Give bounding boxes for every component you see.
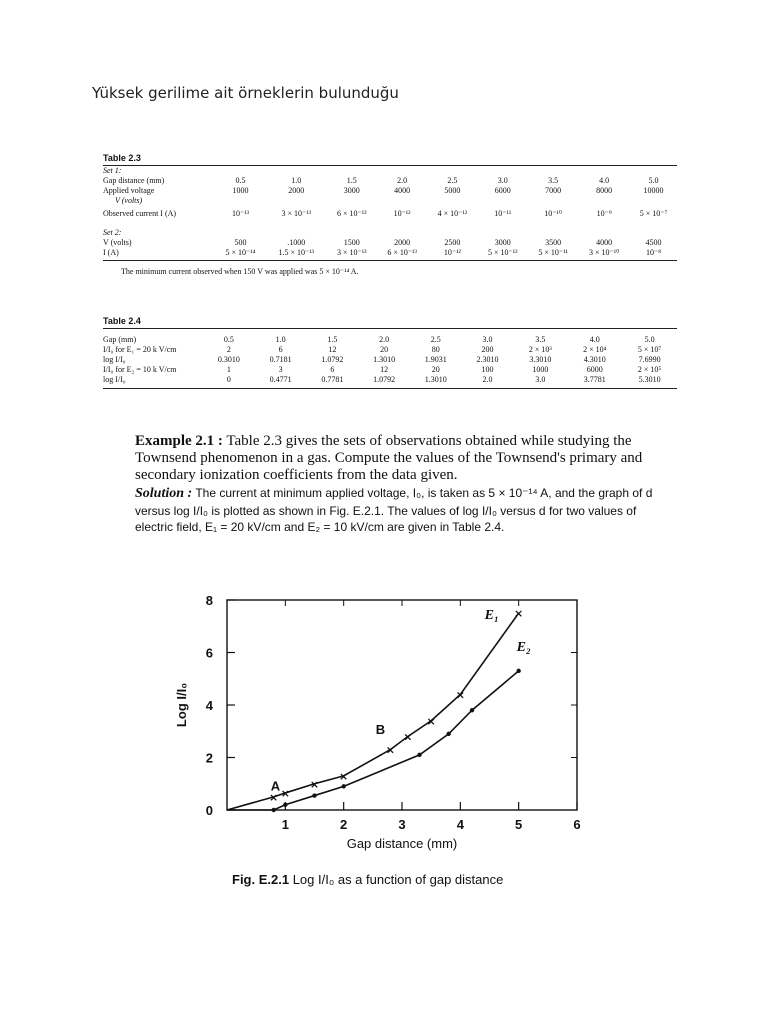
y-tick-label: 8 xyxy=(205,593,213,608)
table-cell: 5000 xyxy=(444,186,461,195)
table-title: Table 2.4 xyxy=(103,316,141,326)
data-point xyxy=(341,784,345,788)
table-cell: 1.0 xyxy=(275,335,286,344)
solution-text: The current at minimum applied voltage, I₀, is taken as 5 × 10⁻¹⁴ A, and the graph of d versus log I/I₀ is plotted as shown in Fig. E.2.1. The values of log I/I₀ versus d for two values of electric field, E₁ = 20 kV/cm and E₂ = 10 kV/cm are given in Table 2.4. xyxy=(135,486,653,534)
table-cell: 500 xyxy=(234,238,247,247)
table-cell: 5 × 10⁻¹² xyxy=(488,248,518,257)
table-cell: 1.5 xyxy=(346,176,357,185)
solution-label: Solution : xyxy=(135,486,193,501)
y-tick-label: 6 xyxy=(205,645,213,661)
table-cell: 200 xyxy=(481,345,494,354)
table-cell: 2000 xyxy=(288,186,305,195)
table-rule xyxy=(103,328,677,329)
table-cell: 1 xyxy=(226,365,231,374)
row-label: Gap distance (mm) xyxy=(103,176,165,185)
table-cell: 0.4771 xyxy=(269,375,292,384)
example-text: Table 2.3 gives the sets of observations obtained while studying the Townsend phenomenon in a gas. Compute the values of the Townsend's primary and secondary ionization coefficients from the data given. xyxy=(135,433,643,483)
table-cell: 2 × 10⁵ xyxy=(637,365,662,374)
table-cell: 12 xyxy=(380,365,389,374)
table-cell: 3 × 10⁻¹⁰ xyxy=(588,248,620,257)
table-cell: 1.3010 xyxy=(373,355,396,364)
x-tick-label: 1 xyxy=(281,817,289,832)
figure-caption xyxy=(232,872,503,887)
table-2-4-body xyxy=(103,335,677,385)
data-point: × xyxy=(280,786,290,800)
table-cell: 0.5 xyxy=(223,335,234,344)
y-axis-label: Log I/I₀ xyxy=(174,682,189,728)
table-row xyxy=(103,335,677,345)
table-row xyxy=(103,355,677,365)
table-rule xyxy=(103,260,677,261)
data-point xyxy=(271,808,275,812)
table-cell: 6 xyxy=(330,365,335,374)
data-point xyxy=(312,793,316,797)
row-label: log I/I₀ xyxy=(103,355,126,364)
table-row xyxy=(103,176,677,186)
row-label: Observed current I (A) xyxy=(103,209,177,218)
table-cell: 4.3010 xyxy=(583,355,606,364)
table-row xyxy=(103,248,677,258)
data-point: × xyxy=(339,769,349,783)
table-cell: 10⁻¹⁰ xyxy=(544,209,563,218)
table-row xyxy=(103,186,677,196)
row-label: V (volts) xyxy=(115,196,143,205)
data-point: × xyxy=(269,790,279,804)
table-cell: 2000 xyxy=(394,238,411,247)
table-cell: 3.7781 xyxy=(583,375,606,384)
table-cell: 6 × 10⁻¹³ xyxy=(336,209,367,218)
table-cell: 0.7181 xyxy=(269,355,292,364)
table-cell: 10⁻¹² xyxy=(443,248,461,257)
table-cell: 5.3010 xyxy=(638,375,661,384)
row-label: log I/I₀ xyxy=(103,375,126,384)
table-cell: 7.6990 xyxy=(638,355,661,364)
table-cell: 1000 xyxy=(532,365,549,374)
table-cell: 2 × 10⁴ xyxy=(583,345,607,354)
table-cell: 3.0 xyxy=(482,335,493,344)
table-cell: 5 × 10⁷ xyxy=(637,345,662,354)
x-tick-label: 3 xyxy=(398,817,406,832)
table-cell: 3 × 10⁻¹³ xyxy=(336,248,367,257)
point-annotation: A xyxy=(270,778,281,794)
data-point: × xyxy=(309,777,320,791)
row-label: V (volts) xyxy=(103,238,132,247)
y-tick-label: 4 xyxy=(205,698,213,713)
table-cell: 5.0 xyxy=(648,176,659,185)
table-cell: 3 xyxy=(278,365,283,374)
table-cell: 4.0 xyxy=(599,176,610,185)
table-cell: 0.5 xyxy=(235,176,246,185)
table-cell: 3.5 xyxy=(548,176,559,185)
row-label: Gap (mm) xyxy=(103,335,137,344)
row-label: Applied voltage xyxy=(103,186,155,195)
table-2-3 xyxy=(103,153,677,276)
table-cell: 8000 xyxy=(596,186,613,195)
x-tick-label: 6 xyxy=(573,817,581,832)
table-rule xyxy=(103,388,677,389)
table-cell: 1.0 xyxy=(291,176,302,185)
table-row xyxy=(103,206,677,220)
table-cell: 5 × 10⁻¹¹ xyxy=(538,248,568,257)
table-cell: 2.5 xyxy=(430,335,441,344)
table-row xyxy=(103,375,677,385)
row-label: I/I₀ for E₂ = 10 k V/cm xyxy=(103,365,177,374)
table-cell: 5 × 10⁻⁷ xyxy=(639,209,668,218)
page-heading: Yüksek gerilime ait örneklerin bulunduğu xyxy=(92,84,399,102)
table-cell xyxy=(215,196,677,206)
figure-label: Fig. E.2.1 xyxy=(232,872,290,887)
table-cell: 2 × 10³ xyxy=(528,345,552,354)
table-cell: 4000 xyxy=(394,186,411,195)
table-cell: 1000 xyxy=(232,186,249,195)
data-point xyxy=(283,803,287,807)
table-row xyxy=(103,345,677,355)
data-point: × xyxy=(514,607,524,621)
table-cell: 10⁻⁹ xyxy=(596,209,612,218)
table-cell: .1000 xyxy=(287,238,306,247)
table-cell: 3000 xyxy=(494,238,511,247)
set-label: Set 2: xyxy=(103,228,122,237)
series-label: E₁ xyxy=(484,608,499,624)
table-cell: 2.0 xyxy=(397,176,408,185)
row-label: I (A) xyxy=(103,248,119,257)
log-current-chart xyxy=(160,585,600,865)
data-point: × xyxy=(455,688,465,702)
table-cell: 1.0792 xyxy=(373,375,396,384)
table-cell: 3.0 xyxy=(497,176,508,185)
table-cell: 4 × 10⁻¹² xyxy=(437,209,468,218)
table-cell: 3.5 xyxy=(535,335,546,344)
y-tick-label: 2 xyxy=(205,750,213,766)
figure-caption-text: Log I/I₀ as a function of gap distance xyxy=(289,872,504,887)
table-row xyxy=(103,365,677,375)
table-cell: 2 xyxy=(226,345,231,354)
table-cell: 20 xyxy=(380,345,389,354)
table-cell: 4500 xyxy=(645,238,662,247)
table-cell: 1.5 xyxy=(327,335,338,344)
x-tick-label: 5 xyxy=(515,817,523,832)
row-label: I/I₀ for E₁ = 20 k V/cm xyxy=(103,345,177,354)
table-cell: 2.3010 xyxy=(476,355,499,364)
x-tick-label: 2 xyxy=(340,817,348,832)
table-cell: 20 xyxy=(431,365,440,374)
table-cell: 100 xyxy=(481,365,494,374)
table-cell: 12 xyxy=(328,345,337,354)
table-cell: 80 xyxy=(431,345,440,354)
table-cell: 6 xyxy=(278,345,283,354)
table-cell: 3500 xyxy=(545,238,562,247)
data-point xyxy=(417,753,421,757)
table-cell: 3.3010 xyxy=(529,355,552,364)
table-cell: 2.5 xyxy=(447,176,458,185)
table-2-3-body xyxy=(103,166,677,258)
table-cell: 3 × 10⁻¹³ xyxy=(281,209,312,218)
table-cell: 1.5 × 10⁻¹³ xyxy=(278,248,315,257)
table-cell: 6 × 10⁻¹³ xyxy=(387,248,417,257)
table-cell: 10000 xyxy=(643,186,664,195)
x-tick-label: 4 xyxy=(456,817,464,832)
data-point: × xyxy=(426,714,436,728)
example-lead: Example 2.1 : xyxy=(135,433,223,449)
table-cell: 2.0 xyxy=(482,375,493,384)
x-axis-label: Gap distance (mm) xyxy=(346,836,458,851)
table-cell: 1.3010 xyxy=(424,375,447,384)
set-label: Set 1: xyxy=(103,166,122,175)
table-cell: 10⁻¹¹ xyxy=(494,209,512,218)
table-cell: 5 × 10⁻¹⁴ xyxy=(225,248,256,257)
table-cell: 2.0 xyxy=(379,335,390,344)
table-cell: 3.0 xyxy=(535,375,546,384)
table-cell: 1500 xyxy=(343,238,360,247)
table-cell: 7000 xyxy=(545,186,562,195)
data-point xyxy=(516,669,520,673)
data-point xyxy=(470,708,474,712)
table-cell: 1.9031 xyxy=(424,355,447,364)
data-point: × xyxy=(385,743,395,757)
data-point xyxy=(446,732,450,736)
table-row xyxy=(103,238,677,248)
table-cell: 5.0 xyxy=(644,335,655,344)
y-tick-label: 0 xyxy=(205,803,213,818)
table-cell: 1.0792 xyxy=(321,355,344,364)
table-cell: 10⁻¹² xyxy=(393,209,411,218)
table-cell: 6000 xyxy=(494,186,511,195)
table-note: The minimum current observed when 150 V was applied was 5 × 10⁻¹⁴ A. xyxy=(121,267,359,276)
table-cell: 0.7781 xyxy=(321,375,344,384)
table-2-4 xyxy=(103,316,677,389)
data-point: × xyxy=(403,730,413,744)
table-cell: 2500 xyxy=(444,238,461,247)
table-title: Table 2.3 xyxy=(103,153,141,163)
table-cell: 4.0 xyxy=(589,335,600,344)
table-row xyxy=(103,196,677,206)
table-cell: 4000 xyxy=(596,238,613,247)
table-cell: 6000 xyxy=(586,365,603,374)
table-cell: 0.3010 xyxy=(217,355,240,364)
series-label: E₂ xyxy=(516,639,531,655)
example-2-1 xyxy=(135,433,655,536)
table-cell: 10⁻¹³ xyxy=(231,209,250,218)
table-cell: 10⁻⁸ xyxy=(645,248,661,257)
point-annotation: B xyxy=(375,721,386,737)
table-cell: 3000 xyxy=(343,186,360,195)
table-cell: 0 xyxy=(226,375,231,384)
